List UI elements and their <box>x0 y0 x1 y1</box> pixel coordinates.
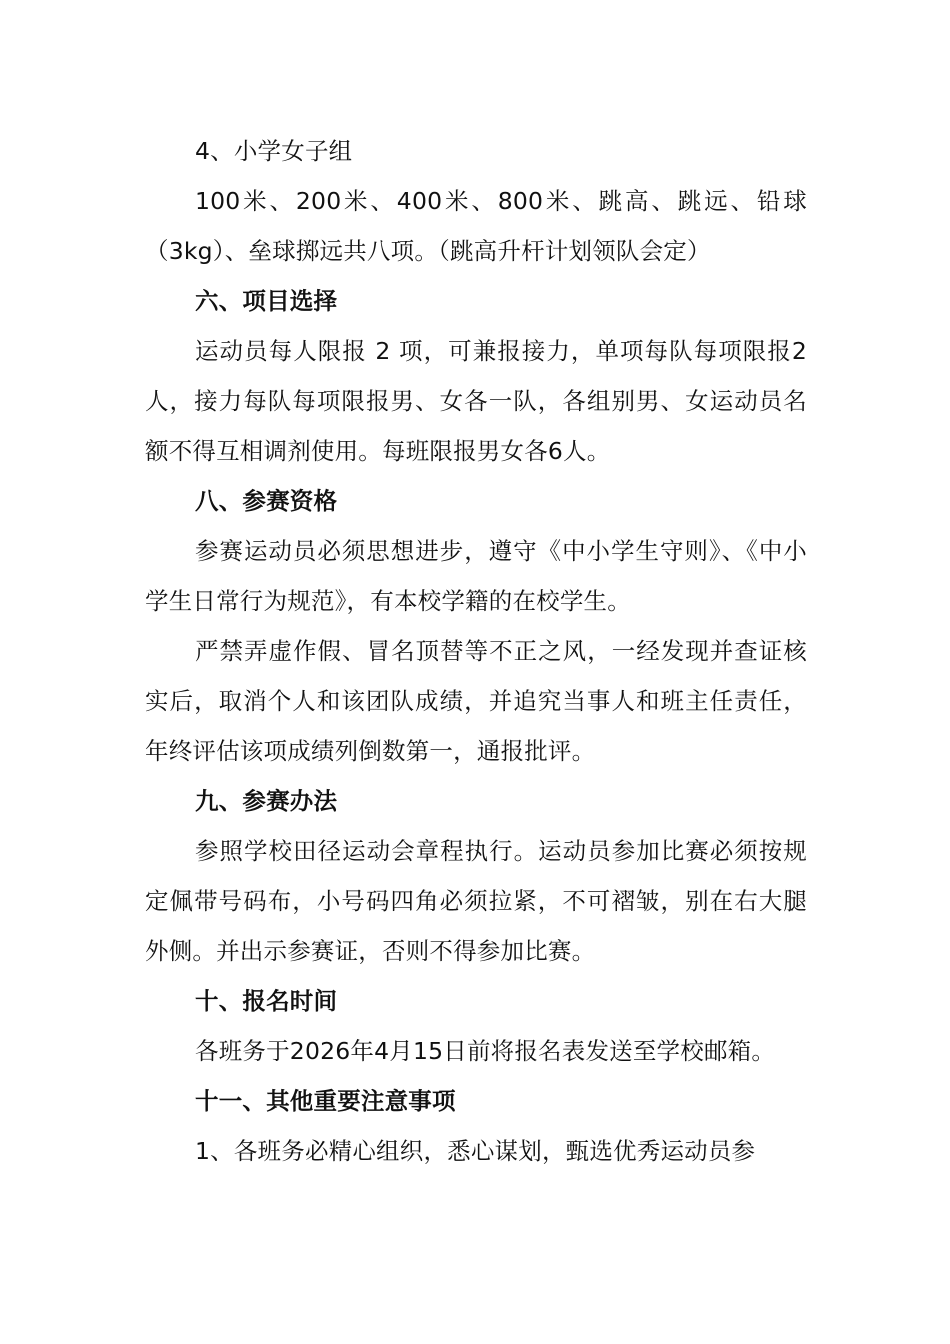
section-heading-event-selection: 六、项目选择 <box>195 287 338 315</box>
section-heading-competition-rules: 九、参赛办法 <box>195 787 338 815</box>
section-heading-eligibility: 八、参赛资格 <box>195 487 338 515</box>
competition-rules-paragraph: 参照学校田径运动会章程执行。运动员参加比赛必须按规定佩带号码布，小号码四角必须拉紧，不可褶皱，别在右大腿外侧。并出示参赛证，否则不得参加比赛。 <box>145 837 807 965</box>
event-selection-paragraph: 运动员每人限报 2 项，可兼报接力，单项每队每项限报2人，接力每队每项限报男、女各一队，各组别男、女运动员名额不得互相调剂使用。每班限报男女各6人。 <box>145 337 807 465</box>
document-page <box>145 126 807 1176</box>
eligibility-paragraph: 参赛运动员必须思想进步，遵守《中小学生守则》、《中小学生日常行为规范》，有本校学籍的在校学生。 <box>145 537 807 615</box>
registration-time-paragraph: 各班务于2026年4月15日前将报名表发送至学校邮箱。 <box>195 1037 776 1065</box>
other-notes-paragraph: 1、各班务必精心组织，悉心谋划，甄选优秀运动员参 <box>195 1137 756 1165</box>
fraud-policy-paragraph: 严禁弄虚作假、冒名顶替等不正之风，一经发现并查证核实后，取消个人和该团队成绩，并追究当事人和班主任责任，年终评估该项成绩列倒数第一，通报批评。 <box>145 637 807 765</box>
event-list-paragraph: 100米、200米、400米、800米、跳高、跳远、铅球（3kg）、垒球掷远共八项。（跳高升杆计划领队会定） <box>145 187 807 265</box>
subsection-primary-girls: 4、小学女子组 <box>195 137 353 165</box>
section-heading-other-notes: 十一、其他重要注意事项 <box>195 1087 456 1115</box>
section-heading-registration-time: 十、报名时间 <box>195 987 338 1015</box>
